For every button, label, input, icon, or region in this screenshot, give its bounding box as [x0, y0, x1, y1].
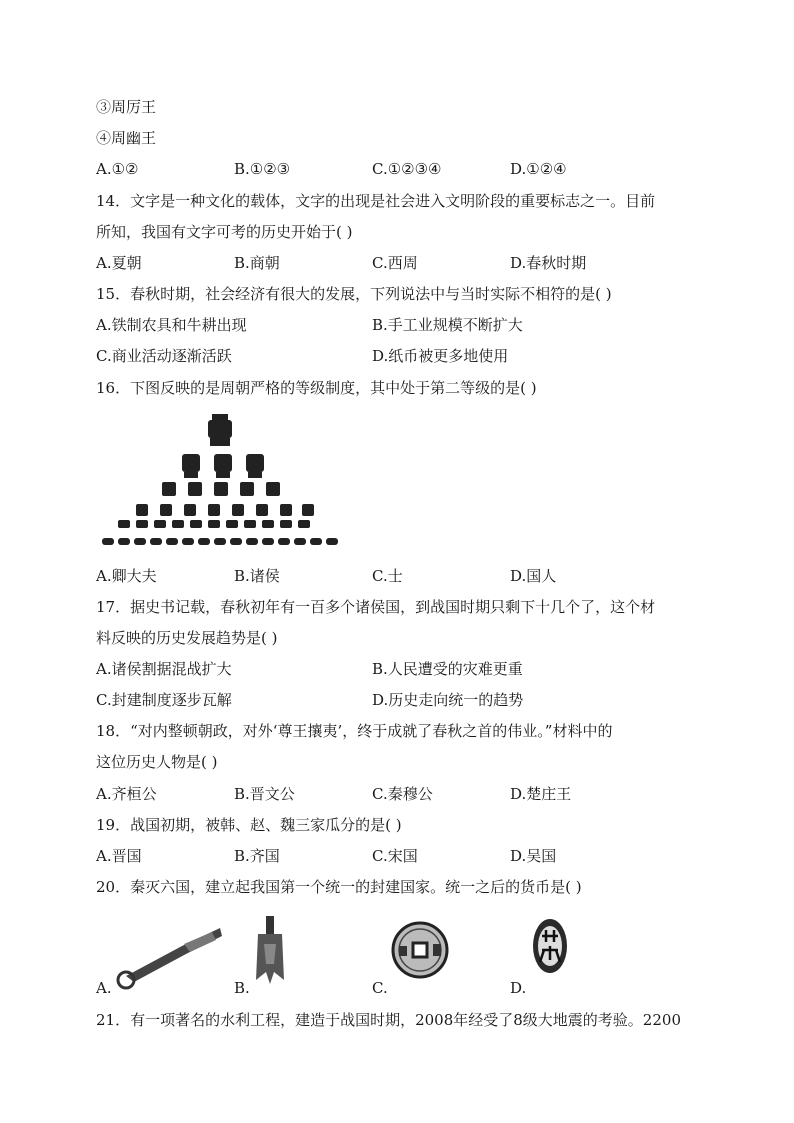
q15-text: 15．春秋时期，社会经济有很大的发展，下列说法中与当时实际不相符的是( ): [96, 285, 612, 303]
ant-nose-coin-icon: [530, 916, 570, 976]
q17-option-a: A.诸侯割据混战扩大: [96, 660, 232, 678]
q16-option-c: C.士: [372, 567, 403, 585]
q17-text-2: 料反映的历史发展趋势是( ): [96, 629, 278, 647]
q17-option-c: C.封建制度逐步瓦解: [96, 691, 232, 709]
q13-option-c: C.①②③④: [372, 160, 442, 178]
q15-option-b: B.手工业规模不断扩大: [372, 316, 523, 334]
q16-option-d: D.国人: [510, 567, 557, 585]
q18-text-1: 18．“对内整顿朝政，对外‘尊王攘夷’，终于成就了春秋之首的伟业。”材料中的: [96, 722, 613, 740]
q19-option-c: C.宋国: [372, 847, 418, 865]
q16-text: 16．下图反映的是周朝严格的等级制度，其中处于第二等级的是( ): [96, 379, 537, 397]
hierarchy-pyramid-figure: [100, 412, 340, 554]
q13-option-b: B.①②③: [234, 160, 291, 178]
q20-option-d: D.: [510, 979, 527, 997]
q18-option-c: C.秦穆公: [372, 785, 433, 803]
q14-option-a: A.夏朝: [96, 254, 142, 272]
spade-coin-icon: [250, 914, 290, 986]
q19-option-a: A.晋国: [96, 847, 142, 865]
q19-option-d: D.吴国: [510, 847, 557, 865]
option-line-4: ④周幽王: [96, 129, 157, 147]
q18-option-b: B.晋文公: [234, 785, 295, 803]
q19-text: 19．战国初期，被韩、赵、魏三家瓜分的是( ): [96, 816, 402, 834]
q20-option-c: C.: [372, 979, 388, 997]
q20-text: 20．秦灭六国，建立起我国第一个统一的封建国家。统一之后的货币是( ): [96, 878, 582, 896]
q15-option-d: D.纸币被更多地使用: [372, 347, 509, 365]
q14-text-1: 14．文字是一种文化的载体，文字的出现是社会进入文明阶段的重要标志之一。目前: [96, 192, 656, 210]
q14-option-c: C.西周: [372, 254, 418, 272]
q15-option-a: A.铁制农具和牛耕出现: [96, 316, 247, 334]
q14-option-d: D.春秋时期: [510, 254, 587, 272]
q17-option-d: D.历史走向统一的趋势: [372, 691, 524, 709]
q21-text: 21．有一项著名的水利工程，建造于战国时期，2008年经受了8级大地震的考验。2200: [96, 1011, 681, 1029]
option-line-3: ③周厉王: [96, 98, 157, 116]
q16-option-a: A.卿大夫: [96, 567, 157, 585]
q17-option-b: B.人民遭受的灾难更重: [372, 660, 523, 678]
q16-option-b: B.诸侯: [234, 567, 280, 585]
q14-text-2: 所知，我国有文字可考的历史开始于( ): [96, 223, 353, 241]
q20-option-b: B.: [234, 979, 250, 997]
q20-option-a: A.: [96, 979, 112, 997]
q19-option-b: B.齐国: [234, 847, 280, 865]
knife-coin-icon: [112, 920, 224, 992]
q13-option-d: D.①②④: [510, 160, 567, 178]
q17-text-1: 17．据史书记载，春秋初年有一百多个诸侯国，到战国时期只剩下十几个了，这个材: [96, 598, 656, 616]
q18-option-d: D.楚庄王: [510, 785, 572, 803]
q18-option-a: A.齐桓公: [96, 785, 157, 803]
q13-option-a: A.①②: [96, 160, 139, 178]
round-square-hole-coin-icon: [390, 920, 450, 980]
q14-option-b: B.商朝: [234, 254, 280, 272]
q15-option-c: C.商业活动逐渐活跃: [96, 347, 232, 365]
q18-text-2: 这位历史人物是( ): [96, 753, 218, 771]
